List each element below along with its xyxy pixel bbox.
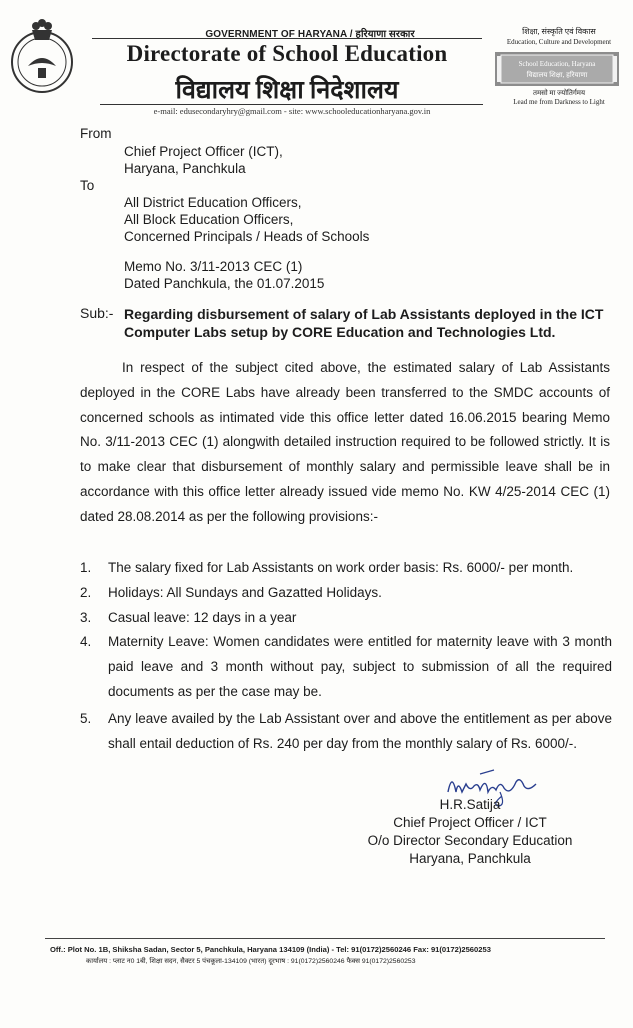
list-number: 2. xyxy=(80,584,92,600)
signatory-name: H.R.Satija xyxy=(439,797,501,812)
list-text: Maternity Leave: Women candidates were entitled for maternity leave with 3 month paid leave and 3 month without pay, subject to submission of all the required documents as per the case may be. xyxy=(108,634,612,699)
list-item xyxy=(80,606,612,631)
signatory-place: Haryana, Panchkula xyxy=(409,851,531,866)
to-label: To xyxy=(80,178,95,193)
from-label: From xyxy=(80,126,112,141)
signatory-designation: Chief Project Officer / ICT xyxy=(393,815,547,830)
list-item xyxy=(80,630,612,704)
school-education-logo xyxy=(495,52,619,86)
body-paragraph: In respect of the subject cited above, the estimated salary of Lab Assistants deployed in the CORE Labs have already been transferred to the SMDC accounts of concerned schools as intimated vide this office letter dated 16.06.2015 bearing Memo No. 3/11-2013 CEC (1) alongwith detailed instruction required to be followed strictly. It is to make clear that disbursement of monthly salary and permissible leave shall be in accordance with this office letter already issued vide memo No. KW 4/25-2014 CEC (1) dated 28.08.2014 as per the following provisions:- xyxy=(80,360,610,524)
logo-text-1: School Education, Haryana xyxy=(518,60,596,68)
to-line: All District Education Officers, xyxy=(124,195,302,210)
government-heading: GOVERNMENT OF HARYANA / हरियाणा सरकार xyxy=(205,29,415,40)
dated-line: Dated Panchkula, the 01.07.2015 xyxy=(124,276,325,291)
logo-text-2: विद्यालय शिक्षा, हरियाणा xyxy=(526,71,588,79)
motto-hindi: तमसो मा ज्योतिर्गमय xyxy=(532,89,586,97)
right-tagline: Education, Culture and Development xyxy=(506,38,612,46)
state-emblem-icon xyxy=(2,10,82,98)
to-line: All Block Education Officers, xyxy=(124,212,294,227)
page-title-hindi: विद्यालय शिक्षा निदेशालय xyxy=(175,77,399,104)
page-title: Directorate of School Education xyxy=(126,41,448,66)
divider xyxy=(92,38,482,39)
contact-line: e-mail: edusecondaryhry@gmail.com - site: www.schooleducationharyana.gov.in xyxy=(153,106,431,116)
list-item xyxy=(80,581,612,606)
list-number: 4. xyxy=(80,634,92,650)
list-number: 5. xyxy=(80,710,92,726)
from-line: Haryana, Panchkula xyxy=(124,161,246,176)
list-item xyxy=(80,556,612,581)
to-line: Concerned Principals / Heads of Schools xyxy=(124,229,370,244)
list-text: Holidays: All Sundays and Gazatted Holidays. xyxy=(108,584,382,600)
list-number: 1. xyxy=(80,560,92,575)
divider xyxy=(45,938,605,939)
divider xyxy=(100,104,483,105)
list-text: Casual leave: 12 days in a year xyxy=(108,609,297,625)
provisions-list xyxy=(80,556,612,756)
list-text: Any leave availed by the Lab Assistant over and above the entitlement as per above shall entail deduction of Rs. 240 per day from the monthly salary of Rs. 6000/-. xyxy=(108,710,612,751)
subject-label: Sub:- xyxy=(80,305,114,321)
memo-number: Memo No. 3/11-2013 CEC (1) xyxy=(124,259,303,274)
right-tagline-hindi: शिक्षा, संस्कृति एवं विकास xyxy=(522,27,596,36)
list-item xyxy=(80,707,612,757)
signatory-office: O/o Director Secondary Education xyxy=(367,833,573,848)
motto: Lead me from Darkness to Light xyxy=(513,98,605,106)
footer-address: Off.: Plot No. 1B, Shiksha Sadan, Sector 5, Panchkula, Haryana 134109 (India) - Tel: 91(0172)2560246 Fax: 91(0172)2560253 xyxy=(50,945,491,954)
from-line: Chief Project Officer (ICT), xyxy=(124,144,283,159)
list-number: 3. xyxy=(80,609,92,625)
subject-text: Regarding disbursement of salary of Lab Assistants deployed in the ICT Computer Labs setup by CORE Education and Technologies Ltd. xyxy=(124,306,604,340)
list-text: The salary fixed for Lab Assistants on work order basis: Rs. 6000/- per month. xyxy=(108,560,574,575)
footer-address-hindi: कार्यालय : प्लाट न0 1बी, शिक्षा सदन, सैक्टर 5 पंचकूला-134109 (भारत) दूरभाष : 91(0172)2560246 फैक्स 91(0172)2560253 xyxy=(86,958,416,965)
